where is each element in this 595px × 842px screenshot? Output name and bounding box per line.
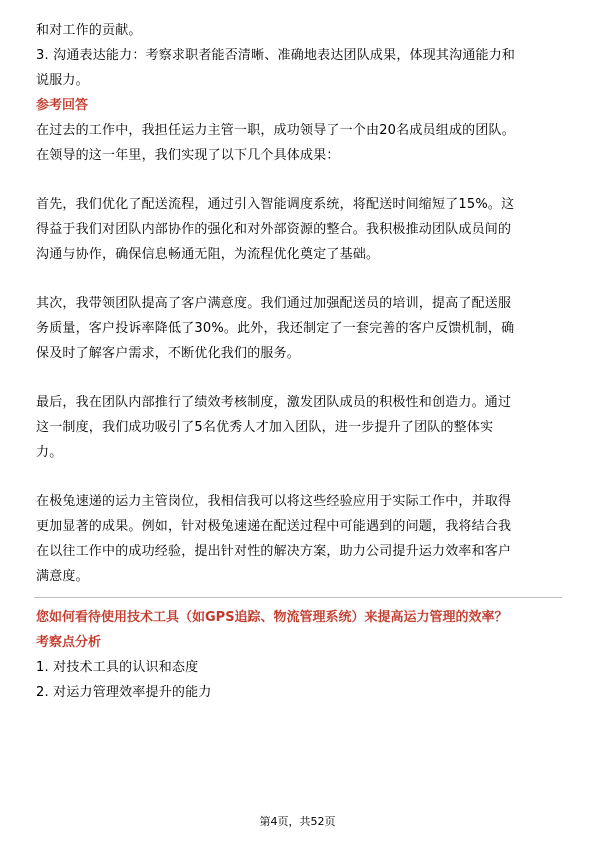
analysis-item: 1. 对技术工具的认识和态度: [36, 660, 199, 675]
page-content: [36, 18, 566, 705]
text-line: 沟通与协作，确保信息畅通无阻，为流程优化奠定了基础。: [36, 247, 380, 262]
text-line: 在领导的这一年里，我们实现了以下几个具体成果：: [36, 148, 340, 163]
text-line: 3. 沟通表达能力：考察求职者能否清晰、准确地表达团队成果，体现其沟通能力和: [36, 48, 516, 63]
text-line: 力。: [36, 445, 63, 460]
analysis-item: 2. 对运力管理效率提升的能力: [36, 685, 212, 700]
text-line: 在以往工作中的成功经验，提出针对性的解决方案，助力公司提升运力效率和客户: [36, 544, 512, 559]
text-line: 在过去的工作中，我担任运力主管一职，成功领导了一个由20名成员组成的团队。: [36, 123, 515, 138]
section-divider: [34, 597, 562, 598]
text-line: 保及时了解客户需求，不断优化我们的服务。: [36, 346, 301, 361]
text-line: 这一制度，我们成功吸引了5名优秀人才加入团队，进一步提升了团队的整体实: [36, 420, 494, 435]
text-line: 更加显著的成果。例如，针对极兔速递在配送过程中可能遇到的问题，我将结合我: [36, 519, 512, 534]
text-line: 和对工作的贡献。: [36, 23, 142, 38]
text-line: 首先，我们优化了配送流程，通过引入智能调度系统，将配送时间缩短了15%。这: [36, 197, 515, 212]
reference-answer-heading: 参考回答: [36, 98, 89, 113]
text-line: 得益于我们对团队内部协作的强化和对外部资源的整合。我积极推动团队成员间的: [36, 222, 512, 237]
analysis-heading: 考察点分析: [36, 635, 102, 650]
text-line: 说服力。: [36, 73, 89, 88]
page-number: 第4页，共52页: [259, 815, 336, 828]
text-line: 务质量，客户投诉率降低了30%。此外，我还制定了一套完善的客户反馈机制，确: [36, 321, 515, 336]
text-line: 在极兔速递的运力主管岗位，我相信我可以将这些经验应用于实际工作中，并取得: [36, 494, 512, 509]
text-line: 其次，我带领团队提高了客户满意度。我们通过加强配送员的培训，提高了配送服: [36, 296, 512, 311]
text-line: 最后，我在团队内部推行了绩效考核制度，激发团队成员的积极性和创造力。通过: [36, 395, 512, 410]
question-title: 您如何看待使用技术工具（如GPS追踪、物流管理系统）来提高运力管理的效率？: [36, 610, 508, 625]
text-line: 满意度。: [36, 569, 89, 584]
